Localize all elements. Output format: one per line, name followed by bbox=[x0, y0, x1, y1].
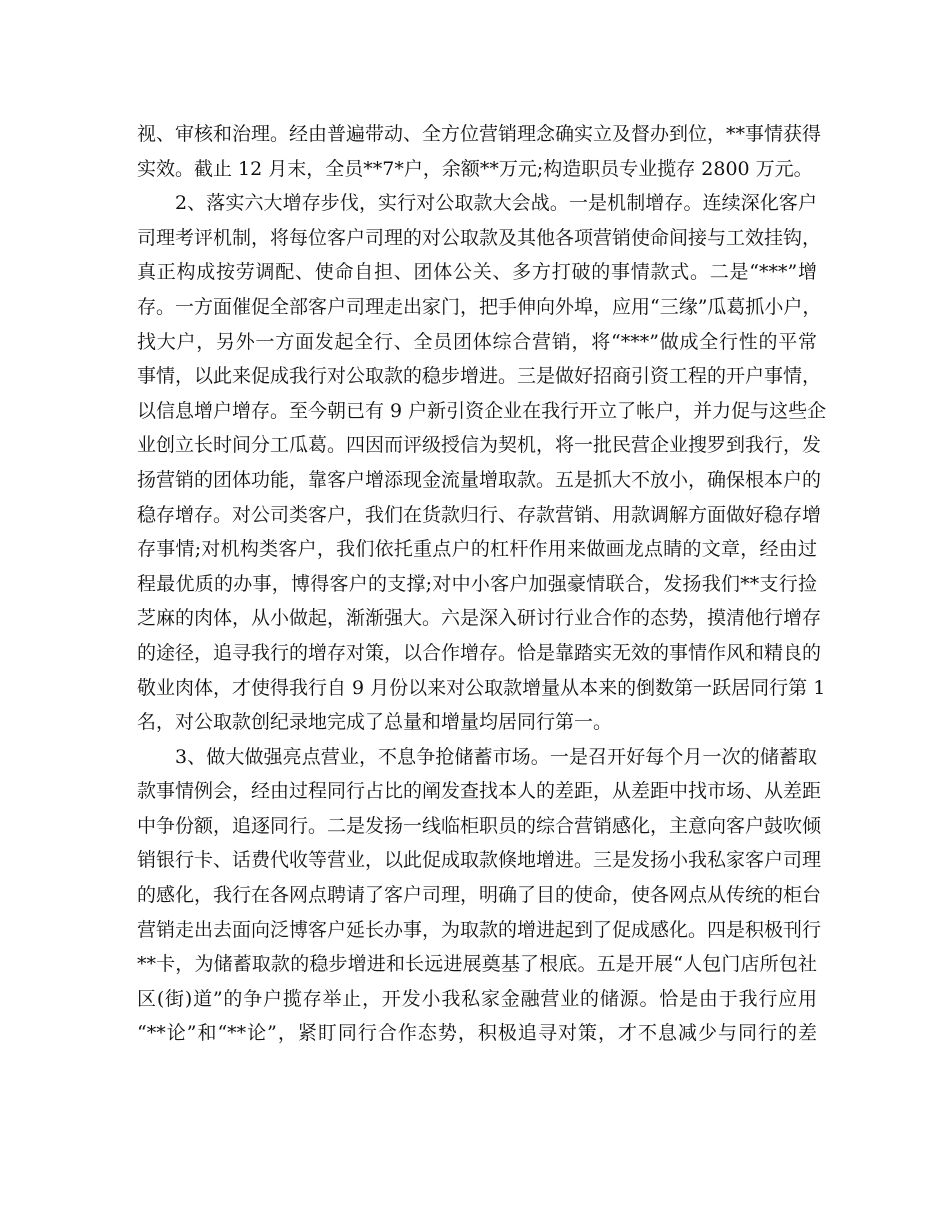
text-line: 以信息增户增存。至今朝已有 9 户新引资企业在我行开立了帐户，并力促与这些企 bbox=[137, 399, 827, 422]
text-line: 真正构成按劳调配、使命自担、团体公关、多方打破的事情款式。二是“***”增 bbox=[137, 261, 817, 284]
text-line: 区(街)道”的争户揽存举止，开发小我私家金融营业的储源。恰是由于我行应用 bbox=[137, 987, 817, 1010]
text-line: 3、做大做强亮点营业，不息争抢储蓄市场。一是召开好每个月一次的储蓄取 bbox=[175, 745, 817, 768]
text-line: 实效。截止 12 月末，全员**7*户，余额**万元;构造职员专业揽存 2800 万元。 bbox=[137, 157, 813, 180]
text-line: 扬营销的团体功能，靠客户增添现金流量增取款。五是抓大不放小，确保根本户的 bbox=[137, 468, 822, 491]
text-line: 营销走出去面向泛博客户延长办事，为取款的增进起到了促成感化。四是积极刊行 bbox=[137, 918, 822, 941]
text-line: 芝麻的肉体，从小做起，渐渐强大。六是深入研讨行业合作的态势，摸清他行增存 bbox=[137, 607, 822, 630]
text-line: 的途径，追寻我行的增存对策，以合作增存。恰是靠踏实无效的事情作风和精良的 bbox=[137, 641, 822, 664]
text-line: 找大户，另外一方面发起全行、全员团体综合营销，将“***”做成全行性的平常 bbox=[137, 330, 817, 353]
text-line: 中争份额，追逐同行。二是发扬一线临柜职员的综合营销感化，主意向客户鼓吹倾 bbox=[137, 814, 822, 837]
text-line: 业创立长时间分工瓜葛。四因而评级授信为契机，将一批民营企业搜罗到我行，发 bbox=[137, 434, 822, 457]
text-line: 的感化，我行在各网点聘请了客户司理，明确了目的使命，使各网点从传统的柜台 bbox=[137, 884, 822, 907]
paragraph-section-3 bbox=[137, 740, 822, 1051]
text-line: 存事情;对机构类客户，我们依托重点户的杠杆作用来做画龙点睛的文章，经由过 bbox=[137, 538, 817, 561]
document-body bbox=[137, 117, 827, 1051]
paragraph-section-2 bbox=[137, 186, 827, 740]
text-line: 款事情例会，经由过程同行占比的阐发查找本人的差距，从差距中找市场、从差距 bbox=[137, 780, 822, 803]
text-line: 名，对公取款创纪录地完成了总量和增量均居同行第一。 bbox=[137, 711, 613, 734]
text-line: 程最优质的办事，博得客户的支撑;对中小客户加强豪情联合，发扬我们**支行捡 bbox=[137, 572, 817, 595]
text-line: 敬业肉体，才使得我行自 9 月份以来对公取款增量从本来的倒数第一跃居同行第 1 bbox=[137, 676, 826, 699]
text-line: **卡，为储蓄取款的稳步增进和长远进展奠基了根底。五是开展“人包门店所包社 bbox=[137, 953, 817, 976]
paragraph-intro bbox=[137, 117, 822, 186]
text-line: 2、落实六大增存步伐，实行对公取款大会战。一是机制增存。连续深化客户 bbox=[175, 192, 817, 215]
text-line: “**论”和“**论”，紧盯同行合作态势，积极追寻对策，才不息减少与同行的差 bbox=[137, 1022, 817, 1045]
text-line: 司理考评机制，将每位客户司理的对公取款及其他各项营销使命间接与工效挂钩， bbox=[137, 226, 822, 249]
text-line: 视、审核和治理。经由普遍带动、全方位营销理念确实立及督办到位，**事情获得 bbox=[137, 123, 822, 145]
text-line: 销银行卡、话费代收等营业，以此促成取款倏地增进。三是发扬小我私家客户司理 bbox=[137, 849, 822, 872]
text-line: 存。一方面催促全部客户司理走出家门，把手伸向外埠，应用“三缘”瓜葛抓小户， bbox=[137, 295, 822, 318]
text-line: 事情，以此来促成我行对公取款的稳步增进。三是做好招商引资工程的开户事情， bbox=[137, 365, 822, 388]
text-line: 稳存增存。对公司类客户，我们在货款归行、存款营销、用款调解方面做好稳存增 bbox=[137, 503, 822, 526]
